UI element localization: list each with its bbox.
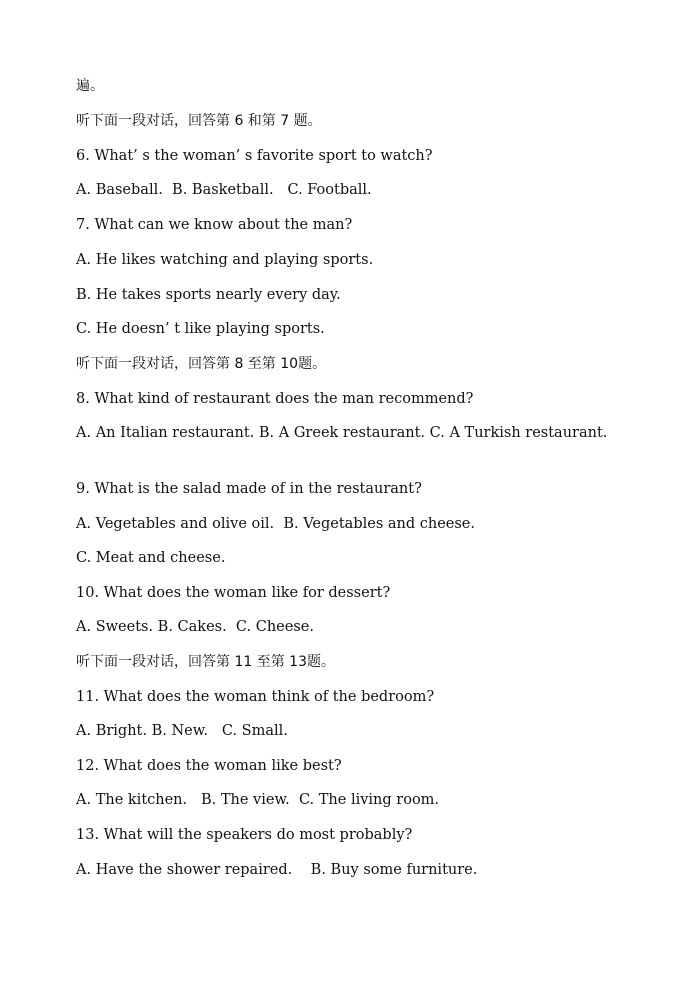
question-7: 7. What can we know about the man? [76,217,353,233]
options-12: A. The kitchen. B. The view. C. The living room. [76,792,440,808]
question-11: 11. What does the woman think of the bedroom? [76,689,435,705]
option-7b: B. He takes sports nearly every day. [76,287,341,303]
options-10: A. Sweets. B. Cakes. C. Cheese. [76,619,314,635]
question-9: 9. What is the salad made of in the restaurant? [76,481,422,497]
question-12: 12. What does the woman like best? [76,758,342,774]
option-7a: A. He likes watching and playing sports. [76,252,374,268]
options-8: A. An Italian restaurant. B. A Greek restaurant. C. A Turkish restaurant. [76,425,608,441]
option-7c: C. He doesn’ t like playing sports. [76,321,325,337]
section-instruction-6-7: 听下面一段对话，回答第 6 和第 7 题。 [76,113,322,129]
section-instruction-8-10: 听下面一段对话，回答第 8 至第 10题。 [76,356,327,372]
question-13: 13. What will the speakers do most probably? [76,827,413,843]
question-6: 6. What’ s the woman’ s favorite sport to watch? [76,148,433,164]
options-11: A. Bright. B. New. C. Small. [76,723,288,739]
options-6: A. Baseball. B. Basketball. C. Football. [76,182,372,198]
question-10: 10. What does the woman like for dessert? [76,585,391,601]
question-8: 8. What kind of restaurant does the man recommend? [76,391,474,407]
options-13: A. Have the shower repaired. B. Buy some furniture. [76,862,478,878]
text-line-continuation: 遍。 [76,78,104,94]
options-9ab: A. Vegetables and olive oil. B. Vegetables and cheese. [76,516,475,532]
section-instruction-11-13: 听下面一段对话，回答第 11 至第 13题。 [76,654,335,670]
option-9c: C. Meat and cheese. [76,550,226,566]
